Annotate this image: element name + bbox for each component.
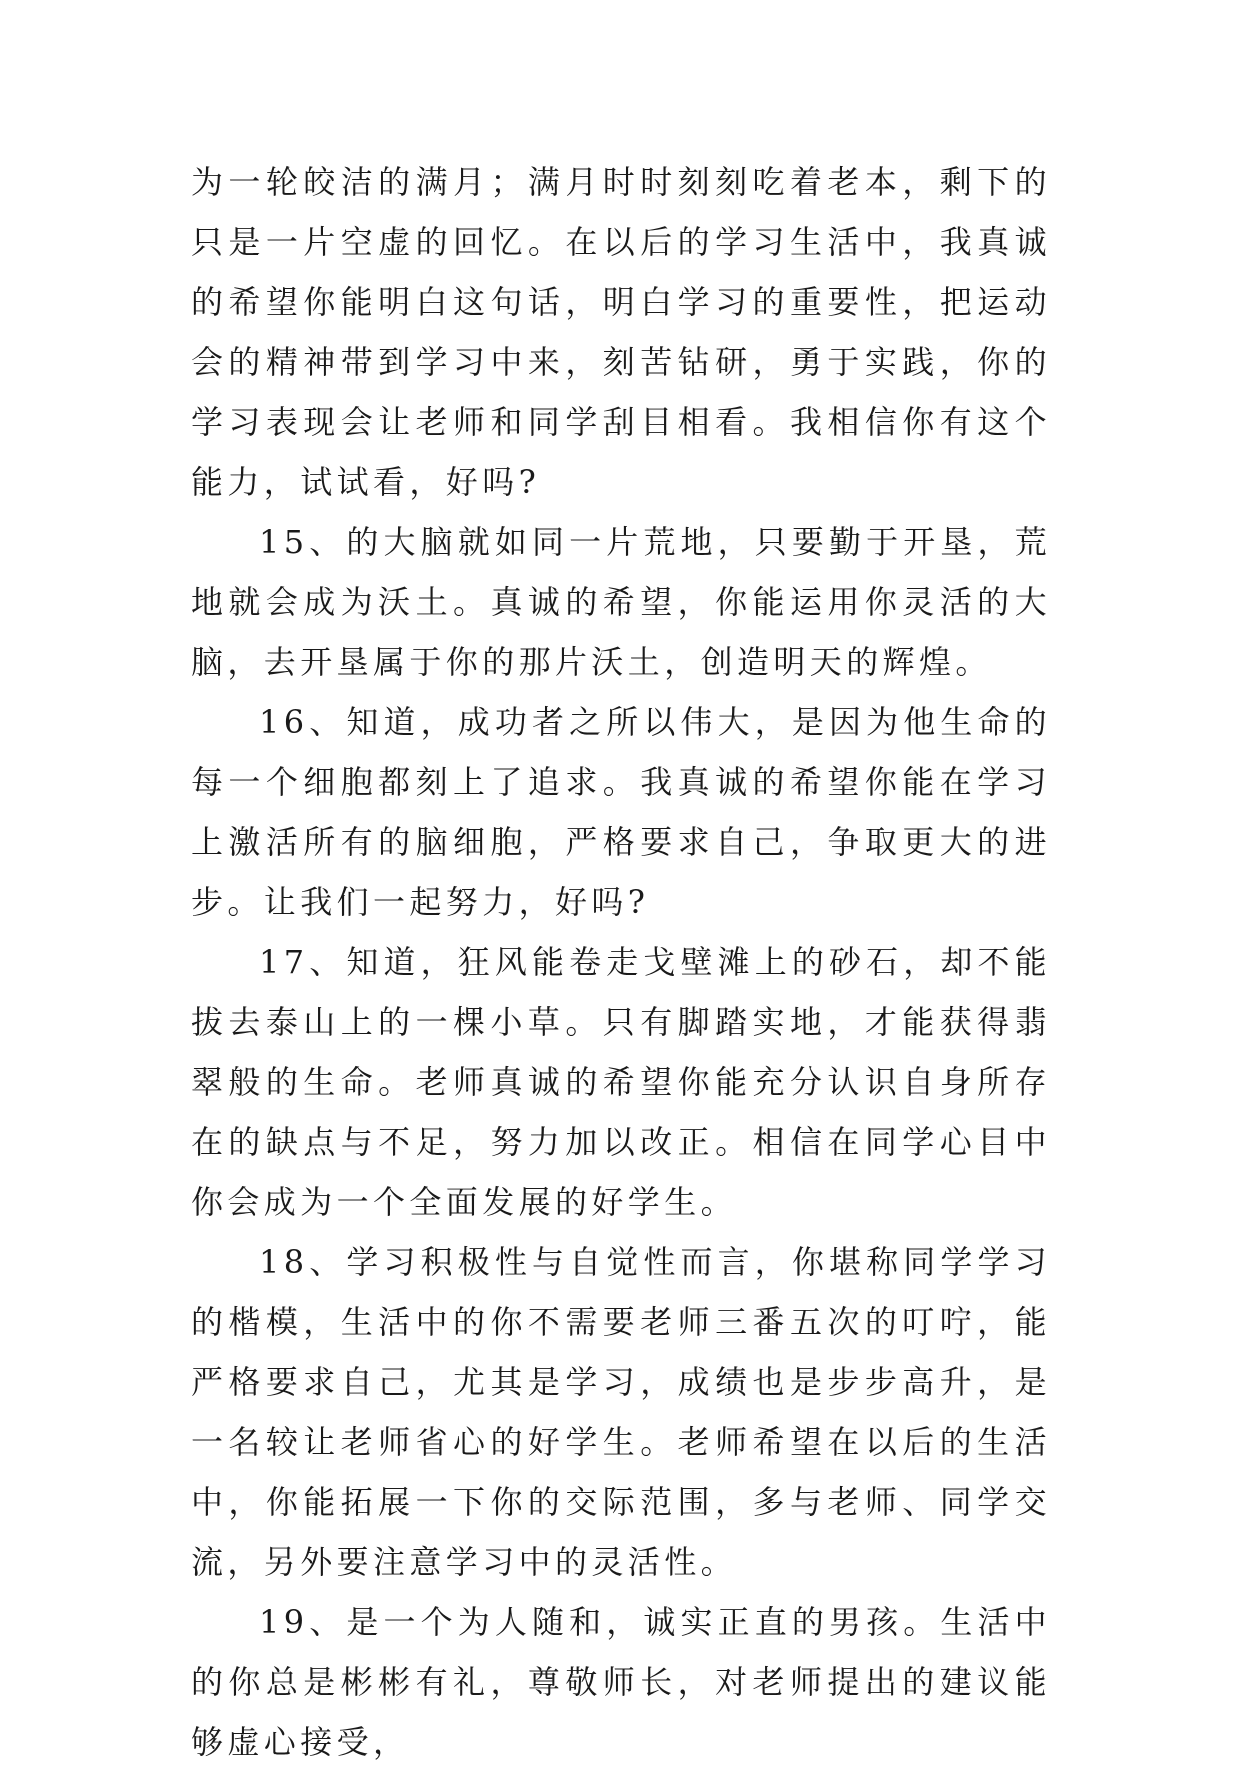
paragraph-17: 17、知道，狂风能卷走戈壁滩上的砂石，却不能拔去泰山上的一棵小草。只有脚踏实地，才能获得翡翠般的生命。老师真诚的希望你能充分认识自身所存在的缺点与不足，努力加以改正。相信在同学心目中你会成为一个全面发展的好学生。 [191,943,1051,1221]
paragraph-continuation: 为一轮皎洁的满月；满月时时刻刻吃着老本，剩下的只是一片空虚的回忆。在以后的学习生活中，我真诚的希望你能明白这句话，明白学习的重要性，把运动会的精神带到学习中来，刻苦钻研，勇于实践，你的学习表现会让老师和同学刮目相看。我相信你有这个能力，试试看，好吗? [191,163,1051,501]
paragraph-18: 18、学习积极性与自觉性而言，你堪称同学学习的楷模，生活中的你不需要老师三番五次的叮咛，能严格要求自己，尤其是学习，成绩也是步步高升，是一名较让老师省心的好学生。老师希望在以后的生活中，你能拓展一下你的交际范围，多与老师、同学交流，另外要注意学习中的灵活性。 [191,1243,1051,1581]
document-body [191,152,1051,1772]
paragraph-19: 19、是一个为人随和，诚实正直的男孩。生活中的你总是彬彬有礼，尊敬师长，对老师提出的建议能够虚心接受， [191,1603,1051,1761]
paragraph-15: 15、的大脑就如同一片荒地，只要勤于开垦，荒地就会成为沃土。真诚的希望，你能运用你灵活的大脑，去开垦属于你的那片沃土，创造明天的辉煌。 [191,523,1051,681]
paragraph-16: 16、知道，成功者之所以伟大，是因为他生命的每一个细胞都刻上了追求。我真诚的希望你能在学习上激活所有的脑细胞，严格要求自己，争取更大的进步。让我们一起努力，好吗? [191,703,1051,921]
